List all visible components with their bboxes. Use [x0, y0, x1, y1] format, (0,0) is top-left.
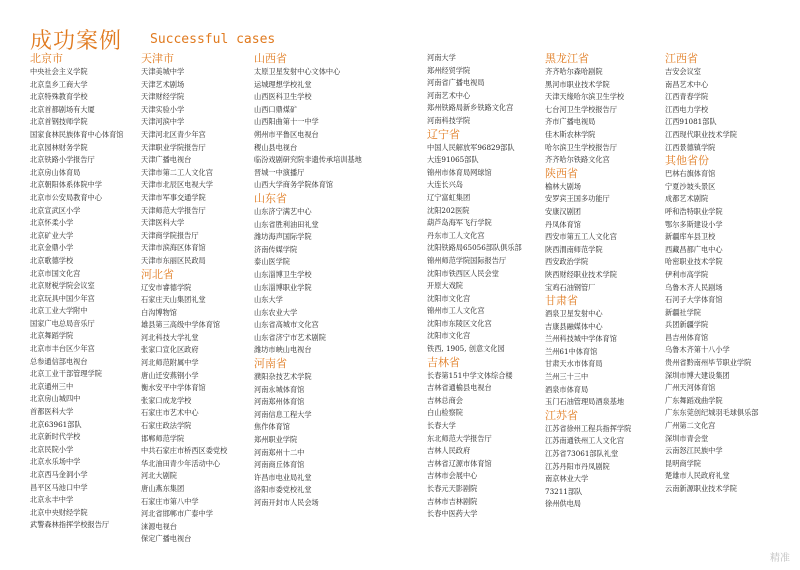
case-item: 贵州省黔南州毕节职业学院 [665, 358, 752, 368]
case-item: 河南大学 [427, 53, 456, 62]
case-item: 北京舞蹈学院 [30, 331, 74, 341]
case-item: 保定广播电视台 [141, 534, 192, 544]
case-item: 安康汉剧团 [545, 206, 581, 216]
case-item: 石家庄天山集团礼堂 [141, 295, 206, 305]
case-item: 江西现代职业技术学院 [665, 129, 737, 139]
case-item: 新疆库车县卫校 [665, 232, 716, 242]
case-item: 天津河北区青少年宫 [141, 129, 206, 139]
case-item: 长春大学 [427, 421, 456, 431]
case-list [427, 142, 539, 356]
case-list [254, 66, 366, 192]
case-item: 西安市第五工人文化宫 [545, 232, 617, 242]
case-item: 山东淄博职业学院 [254, 282, 312, 292]
case-item: 山东大学 [254, 295, 283, 305]
case-item: 齐齐哈尔森哈剧院 [545, 67, 603, 76]
column-5 [545, 52, 657, 511]
case-list [254, 371, 366, 510]
case-item: 北京永丰中学 [30, 495, 74, 505]
case-item: 酒泉市体育局 [545, 384, 589, 394]
case-item: 濮阳杂技艺术学院 [254, 372, 312, 382]
case-item: 潍坊海声国际学院 [254, 232, 312, 242]
region-heading: 河北省 [141, 267, 174, 281]
case-item: 陕西财经职业技术学院 [545, 269, 617, 279]
case-item: 南昌艺术中心 [665, 79, 709, 89]
case-item: 河南开封市人民会场 [254, 498, 319, 507]
case-item: 石家庄市第八中学 [141, 496, 199, 506]
case-item: 江苏省73061部队礼堂 [545, 449, 619, 459]
case-item: 玉门石油管理局酒泉基地 [545, 397, 625, 407]
page-title: 成功案例 [30, 29, 123, 54]
case-item: 河北科技大学礼堂 [141, 332, 199, 342]
case-item: 北京矿业大学 [30, 230, 74, 240]
case-item: 成都艺术剧院 [665, 194, 709, 204]
case-item: 山西口鼎煤矿 [254, 104, 298, 114]
case-item: 稷山县电视台 [254, 142, 298, 152]
case-item: 兰州61中体育馆 [545, 346, 598, 356]
case-item: 昌吉州体育馆 [665, 332, 709, 342]
case-item: 白山检察院 [427, 408, 463, 418]
case-item: 河南郑州十二中 [254, 447, 305, 457]
case-item: 佳木斯农林学院 [545, 129, 596, 139]
case-item: 南京林业大学 [545, 474, 589, 484]
case-item: 北京房山体育局 [30, 167, 81, 177]
case-item: 江西青春学院 [665, 92, 709, 102]
region-heading: 吉林省 [427, 355, 460, 369]
case-item: 北京中央财经学院 [30, 507, 88, 517]
case-item: 天津艺术剧场 [141, 79, 185, 89]
case-item: 河南艺术中心 [427, 90, 471, 100]
case-item: 山东省胜利油田礼堂 [254, 219, 319, 229]
case-item: 天津商学院报告厅 [141, 230, 199, 240]
case-item: 吉林省通榆县电视台 [427, 383, 492, 393]
case-item: 洛阳市委党校礼堂 [254, 485, 312, 495]
case-item: 天津广播电视台 [141, 155, 192, 165]
case-item: 广州天河体育馆 [665, 383, 716, 393]
case-item: 天津师范大学报告厅 [141, 205, 206, 215]
case-item: 武警森林指挥学校报告厅 [30, 520, 110, 530]
case-item: 北京铁路小学报告厅 [30, 155, 95, 165]
case-item: 锦州市工人文化宫 [427, 306, 485, 316]
case-item: 73211部队 [545, 486, 583, 496]
region-section [30, 52, 142, 532]
case-item: 榆林大剧场 [545, 181, 581, 191]
case-item: 衡水安平中学体育馆 [141, 383, 206, 393]
column-2 [141, 52, 253, 546]
case-item: 中共石家庄市桥西区委党校 [141, 446, 228, 456]
region-heading: 天津市 [141, 52, 174, 65]
case-item: 安罗宾王国多功能厅 [545, 194, 610, 204]
region-section [141, 268, 253, 546]
region-heading: 北京市 [30, 52, 63, 65]
case-item: 江西91081部队 [665, 117, 717, 127]
case-item: 河南省广播电视局 [427, 78, 485, 88]
case-list [141, 66, 253, 268]
case-list [665, 66, 777, 154]
case-item: 北京财税学院会议室 [30, 281, 95, 291]
region-section [545, 167, 657, 294]
case-item: 广东东莞创纪城羽毛球俱乐部 [665, 408, 759, 418]
case-item: 天津美城中学 [141, 67, 185, 76]
column-4 [427, 52, 539, 521]
case-item: 铁西, 1905, 创意文化园 [427, 344, 505, 354]
case-item: 中国人民解放军96829部队 [427, 142, 515, 152]
case-item: 山西阳曲第十一中学 [254, 117, 319, 127]
case-item: 河南科技学院 [427, 115, 471, 125]
case-list [545, 181, 657, 294]
region-section [254, 357, 366, 510]
case-item: 中央社会主义学院 [30, 67, 88, 76]
case-item: 七台河卫生学校报告厅 [545, 104, 617, 114]
case-item: 天津市北辰区电视大学 [141, 180, 213, 190]
case-item: 北京民院小学 [30, 444, 74, 454]
case-item: 齐市广播电视局 [545, 117, 596, 127]
case-item: 河北师范附属中学 [141, 358, 199, 368]
region-section [427, 128, 539, 356]
case-item: 天津河滨中学 [141, 117, 185, 127]
case-item: 大连91065部队 [427, 155, 479, 165]
case-item: 沈阳202医院 [427, 205, 470, 215]
case-item: 辽安市睿德学院 [141, 282, 192, 292]
case-list [427, 52, 539, 128]
case-item: 兰州三十三中 [545, 372, 589, 382]
case-item: 北京新时代学校 [30, 432, 81, 442]
case-item: 广州第二文化宫 [665, 421, 716, 431]
case-item: 兵团新疆学院 [665, 320, 709, 330]
case-item: 河北大剧院 [141, 471, 177, 481]
case-item: 天津医科大学 [141, 218, 185, 228]
watermark: 精准 [770, 553, 790, 564]
case-item: 天津市第二工人文化宫 [141, 167, 213, 177]
case-item: 山东省高城市文化宫 [254, 320, 319, 330]
case-item: 乌鲁木齐第十八小学 [665, 345, 730, 355]
case-item: 唐山燕东集团 [141, 484, 185, 493]
case-item: 总参通信部电视台 [30, 356, 88, 366]
case-item: 锦州师范学院国际报告厅 [427, 255, 507, 265]
case-item: 济南传媒学院 [254, 244, 298, 254]
case-item: 广东舞蹈戏曲学院 [665, 395, 723, 405]
case-item: 张家口成龙学校 [141, 395, 192, 405]
case-item: 沈阳铁路局65056部队俱乐部 [427, 243, 522, 253]
case-item: 长春元天影剧院 [427, 484, 478, 493]
case-item: 国家食林民族体育中心体育馆 [30, 129, 124, 139]
case-item: 甘肃天水市体育局 [545, 359, 603, 369]
case-item: 徐州供电局 [545, 499, 581, 509]
region-heading: 江西省 [665, 52, 698, 65]
case-list [30, 66, 142, 532]
case-item: 北京工业大学附中 [30, 306, 88, 316]
case-item: 吉康县融媒体中心 [545, 321, 603, 331]
case-item: 开原大戏院 [427, 281, 463, 291]
case-item: 吉安会议室 [665, 67, 701, 76]
case-item: 石家庄市艺术中心 [141, 408, 199, 418]
case-item: 北京怀柔小学 [30, 218, 74, 228]
case-item: 昌平区马池口中学 [30, 482, 88, 492]
case-item: 宝鸡石油钢管厂 [545, 282, 596, 292]
case-item: 国家广电总局音乐厅 [30, 318, 95, 328]
case-item: 唐山迁安燕钢小学 [141, 370, 199, 380]
case-item: 哈密职业技术学院 [665, 257, 723, 267]
region-heading: 山西省 [254, 52, 287, 65]
case-item: 华北油田青少年活动中心 [141, 458, 221, 468]
region-heading: 甘肃省 [545, 294, 578, 308]
region-section [427, 52, 539, 128]
case-item: 江西电力学校 [665, 104, 709, 114]
case-item: 北京特殊教育学校 [30, 92, 88, 102]
case-item: 巴林右旗体育馆 [665, 169, 716, 179]
region-section [545, 294, 657, 409]
case-item: 运城理想学校礼堂 [254, 79, 312, 89]
column-1 [30, 52, 142, 532]
case-item: 北京园林财务学院 [30, 142, 88, 152]
case-item: 吉林市会展中心 [427, 471, 478, 481]
case-item: 江苏丹阳市丹凤剧院 [545, 461, 610, 471]
case-item: 天津市滨海区体育馆 [141, 243, 206, 253]
case-item: 张家口宣化区政府 [141, 345, 199, 355]
case-item: 山西医科卫生学校 [254, 92, 312, 102]
case-item: 云南新源职业技术学院 [665, 484, 737, 493]
case-item: 长春中医药大学 [427, 509, 478, 519]
case-item: 江苏南通铁州工人文化宫 [545, 436, 625, 446]
case-item: 河南郑州体育馆 [254, 397, 305, 407]
case-list [427, 370, 539, 521]
case-item: 郑州经贸学院 [427, 65, 471, 75]
case-item: 邯郸师范学院 [141, 433, 185, 443]
case-item: 丹东市工人文化宫 [427, 230, 485, 240]
case-item: 北京首都剧场有大厦 [30, 104, 95, 114]
region-heading: 黑龙江省 [545, 52, 589, 65]
region-heading: 陕西省 [545, 166, 578, 180]
case-item: 吉林省辽源市体育馆 [427, 458, 492, 468]
case-item: 河南商丘体育馆 [254, 460, 305, 470]
case-item: 山东农业大学 [254, 307, 298, 317]
case-list [254, 206, 366, 357]
case-item: 江西景德镇学院 [665, 142, 716, 152]
case-item: 河南信息工程大学 [254, 409, 312, 419]
region-section [254, 192, 366, 357]
case-list [665, 168, 777, 495]
case-item: 陕西渭南师范学院 [545, 244, 603, 254]
case-item: 河北省邯郸市广泰中学 [141, 509, 213, 519]
case-item: 天津天缘哈尔滨卫生学校 [545, 92, 625, 102]
region-section [545, 52, 657, 167]
case-item: 北京通州三中 [30, 381, 74, 391]
case-item: 辽宁富虹集团 [427, 192, 471, 202]
case-item: 晋城一中演播厅 [254, 167, 305, 177]
case-item: 朔州市平鲁区电视台 [254, 129, 319, 139]
case-item: 哈尔滨卫生学校报告厅 [545, 142, 617, 152]
case-item: 北京歌德学校 [30, 255, 74, 265]
case-item: 首都医科大学 [30, 407, 74, 417]
case-item: 北京房山城四中 [30, 394, 81, 404]
case-item: 雄县第三高级中学体育馆 [141, 320, 221, 330]
case-item: 东北师范大学报告厅 [427, 433, 492, 443]
case-item: 涞源电视台 [141, 521, 177, 531]
case-item: 山西大学商务学院体育馆 [254, 180, 334, 190]
region-heading: 其他省份 [665, 154, 709, 168]
region-section [665, 52, 777, 154]
case-item: 沈阳市文化宫 [427, 293, 471, 303]
case-item: 河南永城体育馆 [254, 384, 305, 394]
case-item: 北京玩具中国少年宫 [30, 293, 95, 303]
region-heading: 河南省 [254, 357, 287, 371]
case-item: 沈阳市文化宫 [427, 331, 471, 341]
case-item: 石河子大学体育馆 [665, 295, 723, 305]
region-heading: 辽宁省 [427, 127, 460, 141]
case-item: 郑州职业学院 [254, 435, 298, 445]
case-list [545, 66, 657, 167]
case-item: 齐齐哈尔铁路文化宫 [545, 155, 610, 165]
case-item: 北京宣武区小学 [30, 205, 81, 215]
case-item: 长春第151中学文体综合楼 [427, 370, 513, 380]
case-item: 北京市公安局教育中心 [30, 192, 102, 202]
case-item: 锦州市体育局网球馆 [427, 167, 492, 177]
case-item: 北京皇乡工商大学 [30, 79, 88, 89]
case-item: 西藏昌都广电中心 [665, 244, 723, 254]
case-item: 天津实验小学 [141, 104, 185, 114]
case-item: 大连长兴岛 [427, 180, 463, 190]
region-heading: 江苏省 [545, 408, 578, 422]
case-item: 山东省济宁市艺术剧院 [254, 332, 326, 342]
case-item: 天津财经学院 [141, 92, 185, 102]
case-item: 白沟博物馆 [141, 307, 177, 317]
case-item: 潍坊市峡山电视台 [254, 345, 312, 355]
region-section [141, 52, 253, 268]
case-item: 酒泉卫星发射中心 [545, 309, 603, 319]
region-section [545, 409, 657, 511]
case-list [545, 423, 657, 511]
case-item: 宁夏沙坡头景区 [665, 181, 716, 191]
case-item: 沈阳市铁西区人民会堂 [427, 268, 499, 278]
case-item: 郑州铁路局新乡铁路文化宫 [427, 103, 514, 113]
case-item: 北京市丰台区少年宫 [30, 344, 95, 354]
case-item: 北京首钢技师学院 [30, 117, 88, 127]
case-item: 深圳市青会堂 [665, 433, 709, 443]
case-item: 新疆社学院 [665, 307, 701, 317]
column-3 [254, 52, 366, 510]
case-item: 北京水乐场中学 [30, 457, 81, 467]
region-section [427, 356, 539, 521]
case-item: 江苏省徐州工程兵指挥学院 [545, 423, 632, 433]
case-item: 昆明商学院 [665, 458, 701, 468]
case-item: 山东淄博卫生学校 [254, 269, 312, 279]
case-item: 天津职业学院报告厅 [141, 142, 206, 152]
case-item: 兰州科技城中学体育馆 [545, 334, 617, 344]
case-item: 北京金鼎小学 [30, 243, 74, 253]
case-item: 吉林总商会 [427, 395, 463, 405]
column-6 [665, 52, 777, 496]
case-item: 吉林市吉林剧院 [427, 496, 478, 506]
case-item: 丹凤体育馆 [545, 219, 581, 229]
region-section [665, 154, 777, 495]
case-item: 石家庄政法学院 [141, 421, 192, 431]
case-item: 黑河市职业技术学院 [545, 79, 610, 89]
region-heading: 山东省 [254, 191, 287, 205]
case-item: 许昌市电业局礼堂 [254, 472, 312, 482]
case-item: 北京63961部队 [30, 419, 82, 429]
case-list [141, 282, 253, 546]
case-item: 西安政治学院 [545, 257, 589, 267]
case-item: 乌鲁木齐人民剧场 [665, 282, 723, 292]
case-item: 天津市军事交通学院 [141, 192, 206, 202]
case-item: 太原卫星发射中心文体中心 [254, 67, 341, 76]
case-item: 楚雄市人民政府礼堂 [665, 471, 730, 481]
case-item: 山东济宁满艺中心 [254, 206, 312, 216]
case-item: 吉林人民政府 [427, 446, 471, 456]
case-item: 北京西马金洞小学 [30, 470, 88, 479]
case-item: 呼和浩特职业学院 [665, 206, 723, 216]
case-item: 泰山医学院 [254, 257, 290, 267]
region-section [254, 52, 366, 192]
case-item: 北京市国文化宫 [30, 268, 81, 278]
case-item: 天津市东丽区民政局 [141, 255, 206, 265]
case-item: 临汾戏剧研究院非遗传承培训基地 [254, 155, 362, 165]
case-item: 云南怒江民族中学 [665, 446, 723, 456]
case-item: 伊利市高学院 [665, 269, 709, 279]
case-item: 北京朝阳体系体院中学 [30, 180, 102, 190]
case-item: 北京工业干部管理学院 [30, 369, 102, 379]
case-item: 深圳市博大建设集团 [665, 370, 730, 380]
case-list [545, 308, 657, 409]
case-item: 焦作体育馆 [254, 422, 290, 432]
page-subtitle: Successful cases [150, 32, 276, 47]
case-item: 沈阳市东陵区文化宫 [427, 318, 492, 328]
case-item: 葫芦岛海军飞行学院 [427, 218, 492, 228]
case-item: 鄂尔多斯建设小学 [665, 219, 723, 229]
